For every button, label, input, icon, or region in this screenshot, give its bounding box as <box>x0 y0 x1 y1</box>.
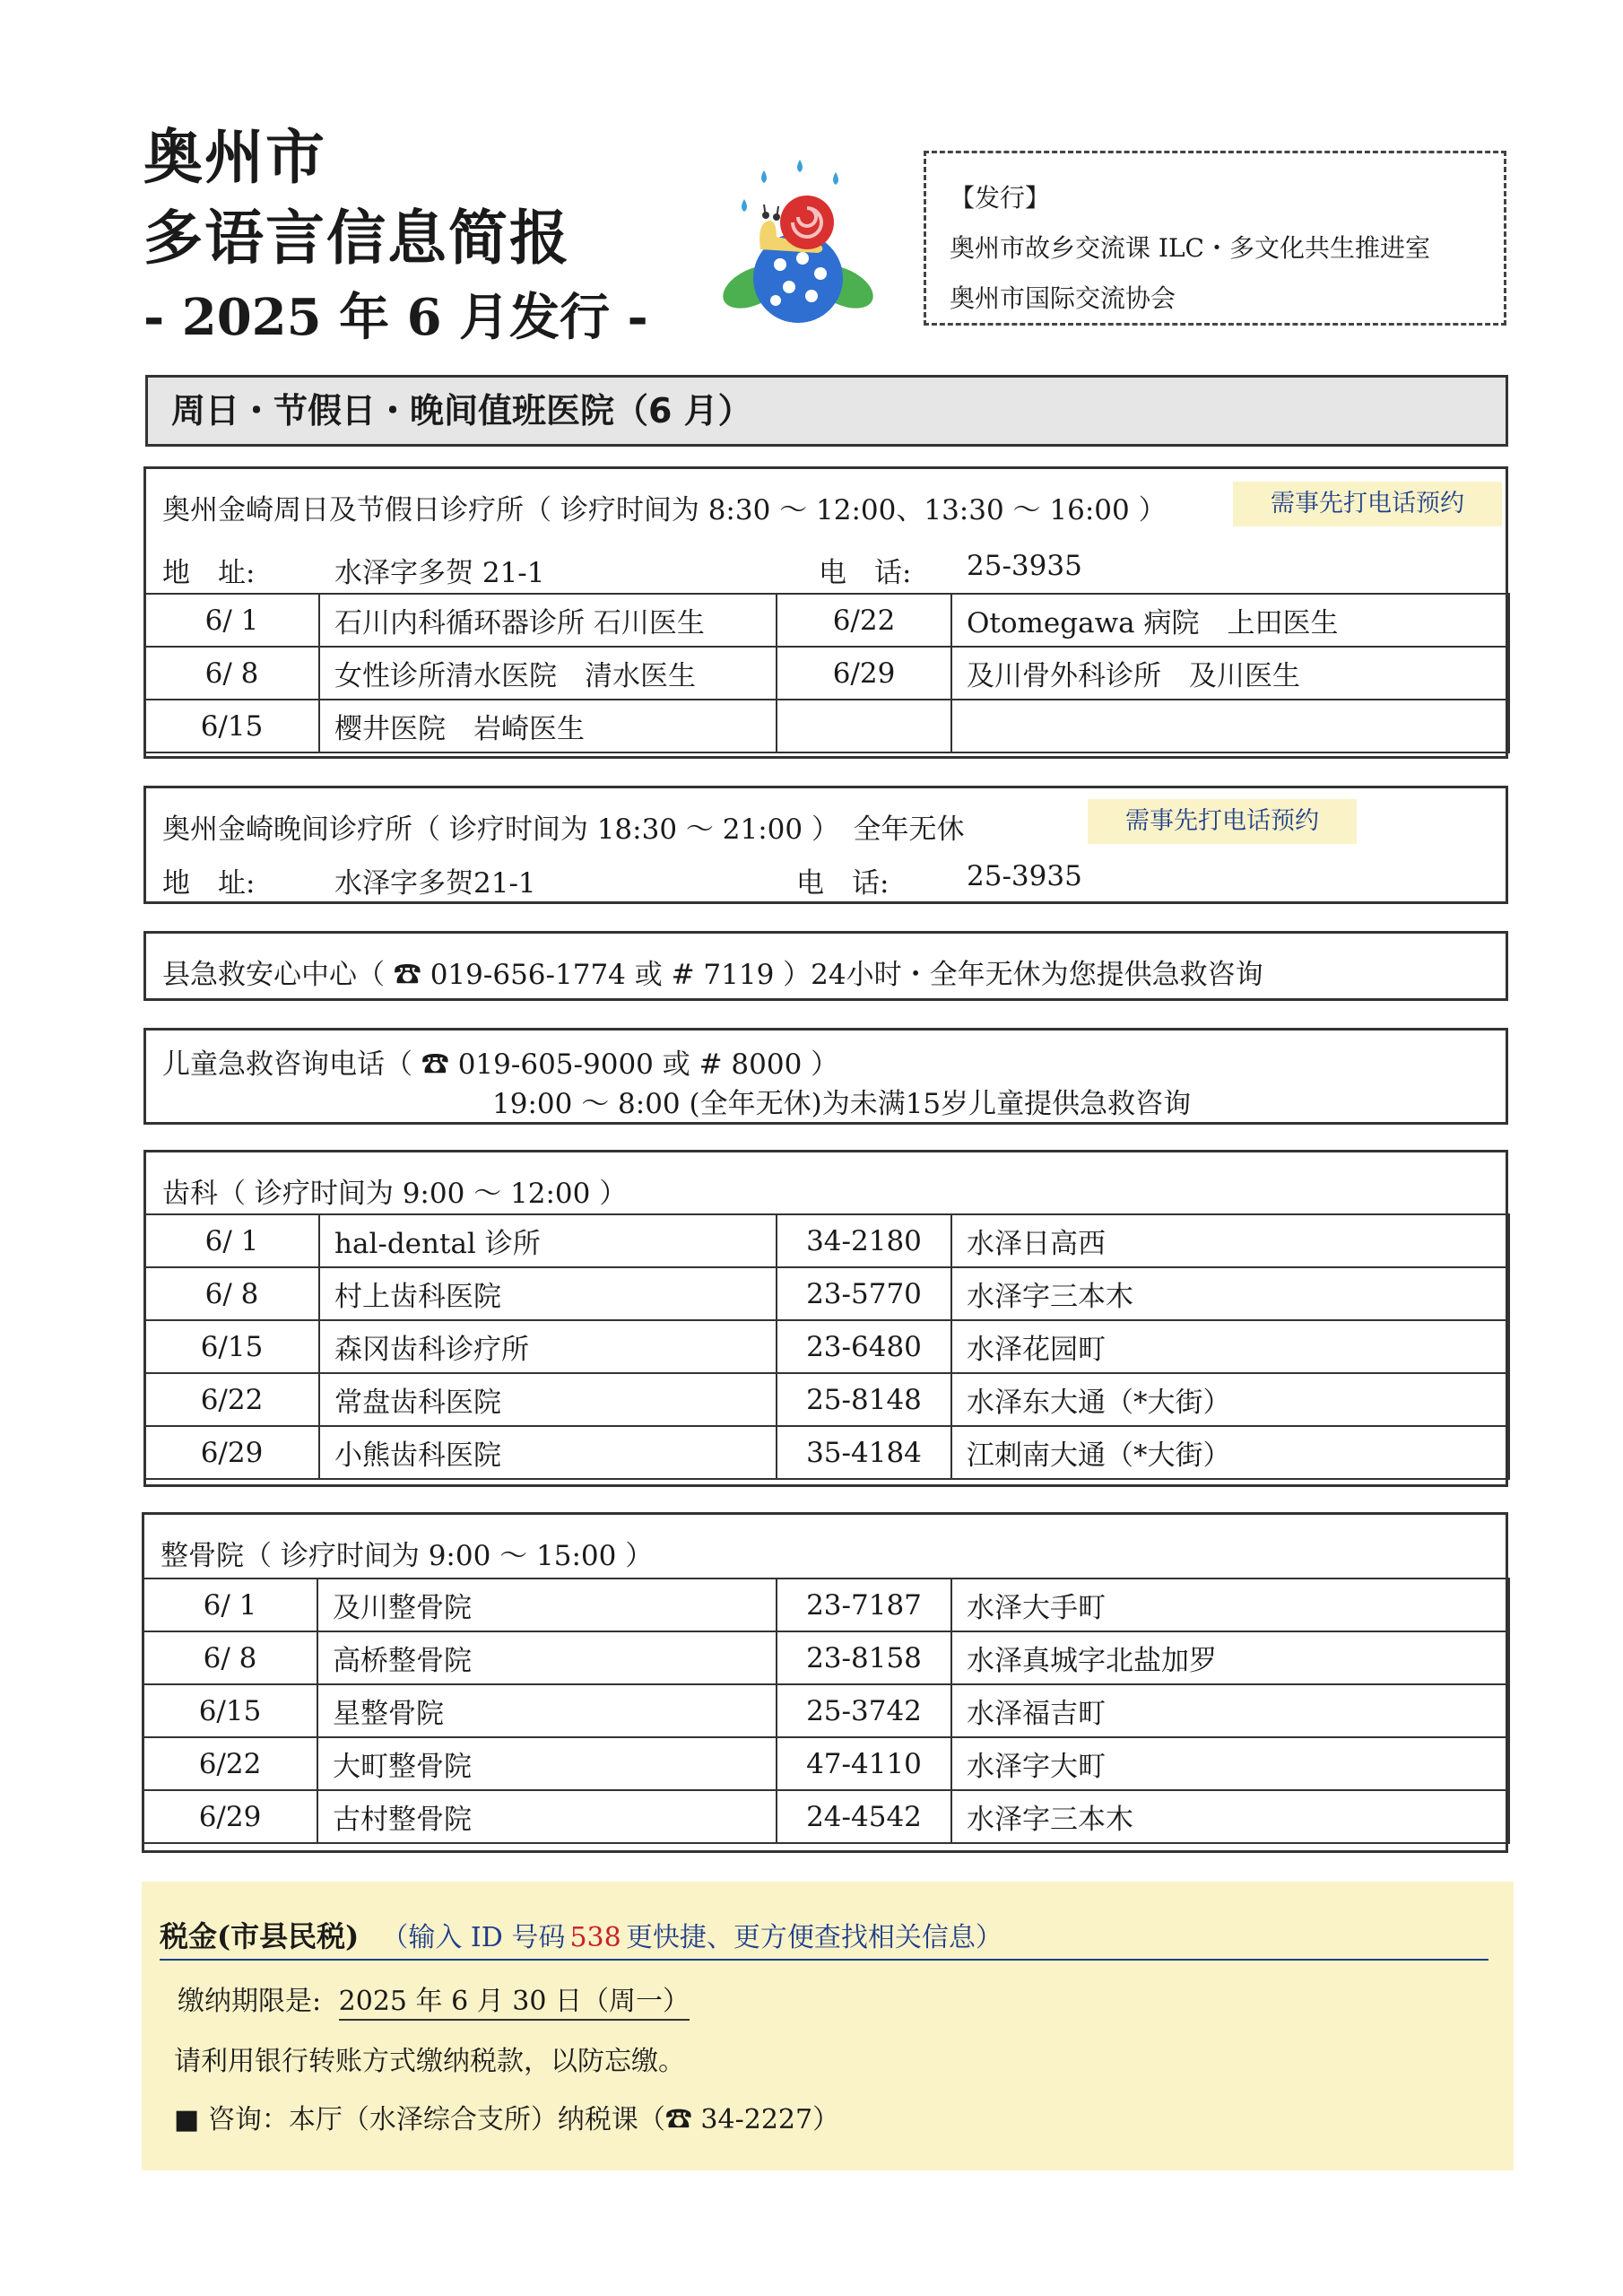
date-cell: 6/29 <box>144 1426 319 1479</box>
date-cell: 6/ 8 <box>143 1631 317 1684</box>
clinic-cell: 常盘齿科医院 <box>319 1373 777 1426</box>
clinic-cell: 及川骨外科诊所 及川医生 <box>951 647 1509 700</box>
table-row <box>144 647 1509 700</box>
phone-label: 电 话: <box>819 557 912 589</box>
date-cell <box>777 700 951 752</box>
table-row <box>144 1373 1509 1426</box>
clinic-cell: 樱井医院 岩崎医生 <box>319 700 777 752</box>
bonesetter-table <box>142 1578 1510 1844</box>
newsletter-city: 奥州市 <box>143 122 326 192</box>
dental-title: 齿科（ 诊疗时间为 9:00 ～ 12:00 ） <box>162 1178 628 1210</box>
tax-id-number: 538 <box>569 1922 621 1953</box>
area-cell: 水泽字三本木 <box>951 1267 1509 1320</box>
emergency-box <box>143 931 1508 1001</box>
phone-cell: 25-8148 <box>777 1373 951 1426</box>
phone-cell: 34-2180 <box>777 1214 951 1267</box>
clinic-cell: 森冈齿科诊疗所 <box>319 1320 777 1373</box>
dental-table <box>143 1213 1510 1480</box>
publisher-box <box>924 151 1506 326</box>
publisher-line1: 奥州市故乡交流课 ILC・多文化共生推进室 <box>950 233 1430 263</box>
phone-cell: 23-5770 <box>777 1267 951 1320</box>
date-cell: 6/22 <box>777 594 951 647</box>
address-value: 水泽字多贺21-1 <box>334 867 536 900</box>
phone-cell: 35-4184 <box>777 1426 951 1479</box>
phone-cell: 24-4542 <box>777 1790 951 1843</box>
table-row <box>144 700 1509 752</box>
tax-contact: ■ 咨询：本厅（水泽综合支所）纳税课（☎ 34-2227） <box>174 2104 840 2135</box>
clinic-cell: 星整骨院 <box>317 1684 777 1737</box>
date-cell: 6/29 <box>143 1790 317 1843</box>
phone-value: 25-3935 <box>967 860 1082 892</box>
publisher-line2: 奥州市国际交流协会 <box>950 283 1176 313</box>
holiday-clinic-table <box>143 593 1510 753</box>
child-emergency-line2: 19:00 ～ 8:00 (全年无休)为未满15岁儿童提供急救咨询 <box>492 1088 1192 1120</box>
bonesetter-box <box>142 1512 1508 1853</box>
issue-date: - 2025 年 6 月发行 - <box>143 288 648 347</box>
date-cell: 6/ 1 <box>144 1214 319 1267</box>
area-cell: 水泽字大町 <box>951 1737 1509 1790</box>
table-row <box>144 1426 1509 1479</box>
holiday-clinic-title: 奥州金崎周日及节假日诊疗所（ 诊疗时间为 8:30 ～ 12:00、13:30 ～ 16:00 ） <box>162 494 1167 526</box>
date-cell: 6/ 1 <box>144 594 319 647</box>
snail-hydrangea-icon <box>717 152 879 332</box>
date-cell: 6/ 8 <box>144 1267 319 1320</box>
child-emergency-line1: 儿童急救咨询电话（ ☎ 019-605-9000 或 # 8000 ） <box>162 1048 839 1081</box>
newsletter-title: 多语言信息简报 <box>143 203 570 273</box>
clinic-cell: 小熊齿科医院 <box>319 1426 777 1479</box>
section-title: 周日・节假日・晚间值班医院（6 月） <box>145 375 1508 447</box>
clinic-cell: Otomegawa 病院 上田医生 <box>951 594 1509 647</box>
table-row <box>144 594 1509 647</box>
area-cell: 水泽福吉町 <box>951 1684 1509 1737</box>
area-cell: 江刺南大通（*大街） <box>951 1426 1509 1479</box>
clinic-cell: 大町整骨院 <box>317 1737 777 1790</box>
tax-section <box>142 1882 1514 2170</box>
table-row <box>144 1267 1509 1320</box>
tax-note-prefix: （输入 ID 号码 <box>381 1922 566 1953</box>
phone-cell: 23-8158 <box>777 1631 951 1684</box>
clinic-cell: 高桥整骨院 <box>317 1631 777 1684</box>
clinic-cell: 村上齿科医院 <box>319 1267 777 1320</box>
clinic-cell: 女性诊所清水医院 清水医生 <box>319 647 777 700</box>
deadline-value: 2025 年 6 月 30 日（周一） <box>339 1986 690 2021</box>
clinic-cell: 及川整骨院 <box>317 1578 777 1631</box>
date-cell: 6/29 <box>777 647 951 700</box>
table-row <box>144 1320 1509 1373</box>
night-clinic-box <box>143 786 1508 904</box>
tax-title: 税金(市县民税) <box>160 1919 360 1953</box>
address-value: 水泽字多贺 21-1 <box>334 557 545 589</box>
table-row <box>143 1684 1509 1737</box>
area-cell: 水泽东大通（*大街） <box>951 1373 1509 1426</box>
publisher-label: 【发行】 <box>950 183 1051 213</box>
table-row <box>143 1631 1509 1684</box>
area-cell: 水泽日高西 <box>951 1214 1509 1267</box>
table-row <box>143 1790 1509 1843</box>
reservation-badge: 需事先打电话预约 <box>1233 482 1502 526</box>
clinic-cell: 石川内科循环器诊所 石川医生 <box>319 594 777 647</box>
clinic-cell: 古村整骨院 <box>317 1790 777 1843</box>
night-clinic-title: 奥州金崎晚间诊疗所（ 诊疗时间为 18:30 ～ 21:00 ） 全年无休 <box>162 813 965 846</box>
address-label: 地 址: <box>162 557 256 589</box>
clinic-cell: hal-dental 诊所 <box>319 1214 777 1267</box>
phone-cell: 23-7187 <box>777 1578 951 1631</box>
date-cell: 6/ 1 <box>143 1578 317 1631</box>
tax-note-suffix: 更快捷、更方便查找相关信息） <box>625 1922 1002 1953</box>
area-cell: 水泽真城字北盐加罗 <box>951 1631 1509 1684</box>
phone-label: 电 话: <box>796 867 890 900</box>
phone-value: 25-3935 <box>967 550 1082 582</box>
phone-cell: 25-3742 <box>777 1684 951 1737</box>
tax-advice: 请利用银行转账方式缴纳税款，以防忘缴。 <box>174 2046 685 2077</box>
date-cell: 6/22 <box>143 1737 317 1790</box>
date-cell: 6/ 8 <box>144 647 319 700</box>
clinic-cell <box>951 700 1509 752</box>
date-cell: 6/15 <box>143 1684 317 1737</box>
date-cell: 6/15 <box>144 1320 319 1373</box>
address-label: 地 址: <box>162 867 256 900</box>
date-cell: 6/22 <box>144 1373 319 1426</box>
table-row <box>143 1578 1509 1631</box>
area-cell: 水泽花园町 <box>951 1320 1509 1373</box>
date-cell: 6/15 <box>144 700 319 752</box>
child-emergency-box <box>143 1028 1508 1125</box>
bonesetter-title: 整骨院（ 诊疗时间为 9:00 ～ 15:00 ） <box>161 1540 654 1572</box>
reservation-badge: 需事先打电话预约 <box>1088 799 1357 844</box>
deadline-label: 缴纳期限是: <box>178 1986 322 2017</box>
phone-cell: 23-6480 <box>777 1320 951 1373</box>
emergency-text: 县急救安心中心（ ☎ 019-656-1774 或 # 7119 ）24小时・全年无休为您提供急救咨询 <box>162 959 1263 991</box>
dental-box <box>143 1150 1508 1487</box>
area-cell: 水泽大手町 <box>951 1578 1509 1631</box>
phone-cell: 47-4110 <box>777 1737 951 1790</box>
area-cell: 水泽字三本木 <box>951 1790 1509 1843</box>
holiday-clinic-box <box>143 466 1508 759</box>
table-row <box>144 1214 1509 1267</box>
table-row <box>143 1737 1509 1790</box>
